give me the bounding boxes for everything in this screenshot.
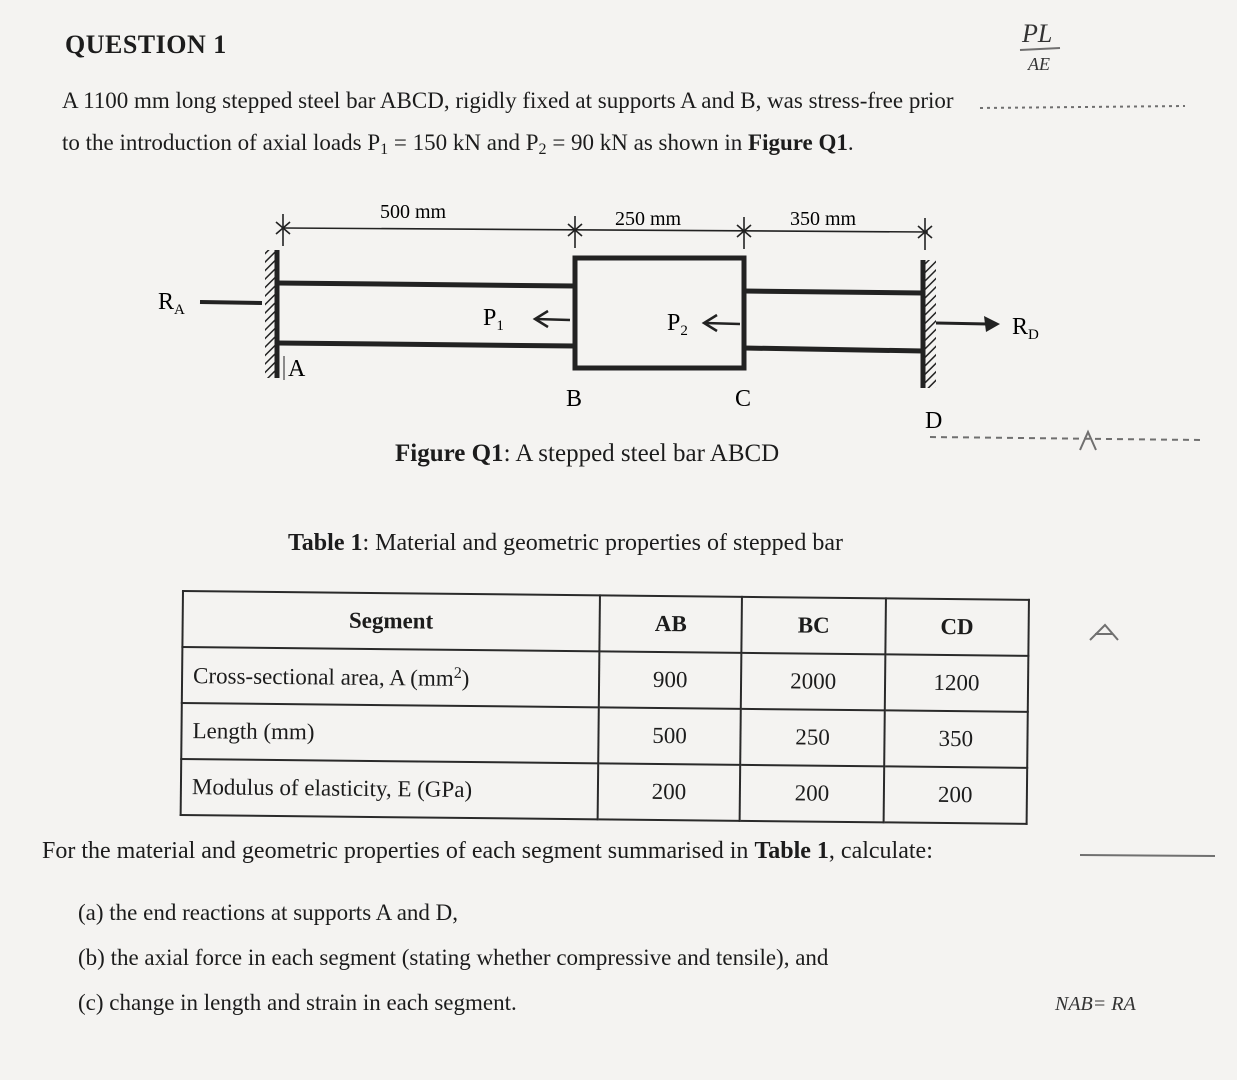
question-heading: QUESTION 1: [65, 30, 227, 59]
intro-figure-ref: Figure Q1: [748, 130, 848, 155]
cell: 2000: [741, 653, 885, 710]
row-length-label: Length (mm): [181, 703, 598, 763]
intro-text-a: to the introduction of axial loads P: [62, 130, 381, 155]
cell: 250: [741, 709, 885, 766]
load-p2-label: $P_2$: [667, 310, 688, 339]
list-item: (c) change in length and strain in each segment.: [78, 990, 517, 1015]
dim-ab-label: 500 mm: [380, 201, 447, 223]
point-c-label: C: [735, 386, 752, 412]
header-segment: Segment: [182, 591, 599, 651]
load-p1-label: $P_1$: [483, 305, 504, 334]
cell: 1200: [884, 654, 1028, 711]
cell: 900: [599, 651, 742, 708]
calculation-prompt: For the material and geometric properties of each segment summarised in Table 1, calculate:: [42, 838, 933, 864]
intro-sub-1: 1: [380, 141, 389, 158]
intro-text-end: .: [847, 130, 854, 155]
dim-cd-label: 350 mm: [790, 208, 857, 230]
cell: 200: [883, 766, 1027, 823]
point-b-label: B: [566, 386, 583, 412]
point-a-label: A: [288, 356, 306, 382]
figure-caption: Figure Q1: A stepped steel bar ABCD: [395, 440, 780, 467]
header-cd: CD: [885, 598, 1029, 655]
cell: 350: [884, 710, 1028, 767]
cell: 200: [597, 763, 740, 820]
table-caption: Table 1: Material and geometric properties of stepped bar: [288, 530, 843, 556]
row-area-label: Cross-sectional area, A $(mm^2)$: [182, 647, 599, 707]
handwriting-margin-note: NAB= RA: [1055, 993, 1136, 1015]
point-d-label: D: [925, 408, 943, 434]
intro-text-b: = 150 kN and P: [388, 130, 539, 155]
cell: 500: [598, 707, 741, 764]
reaction-a-label: $R_A$: [158, 289, 185, 318]
dim-bc-label: 250 mm: [615, 208, 682, 230]
reaction-d-label: $R_D$: [1012, 314, 1039, 343]
header-ab: AB: [599, 595, 742, 652]
intro-text-c: = 90 kN as shown in: [546, 130, 749, 155]
row-modulus-label: Modulus of elasticity, E (GPa): [181, 759, 598, 819]
header-bc: BC: [742, 597, 886, 654]
list-item: (b) the axial force in each segment (stating whether compressive and tensile), and: [78, 945, 829, 970]
handwriting-top-denominator: AE: [1028, 54, 1050, 74]
intro-line-1: A 1100 mm long stepped steel bar ABCD, rigidly fixed at supports A and B, was stress-free prior: [62, 88, 954, 113]
handwriting-top: PL: [1022, 19, 1053, 48]
list-item: (a) the end reactions at supports A and D,: [78, 900, 459, 925]
cell: 200: [740, 765, 884, 822]
intro-sub-2: 2: [538, 141, 547, 158]
